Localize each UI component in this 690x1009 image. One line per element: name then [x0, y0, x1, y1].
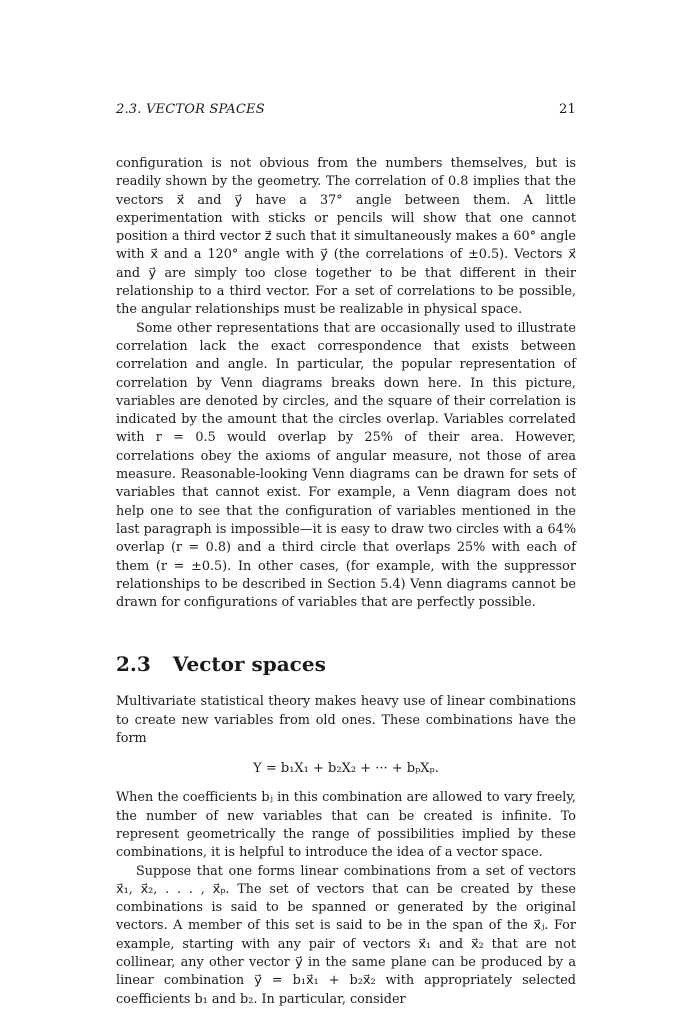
- paragraph-span: Suppose that one forms linear combinations from a set of vectors x⃗₁, x⃗₂, . . . , x⃗ₚ. The set of vectors that can be created by these combinations is said to be spanned or generated by the original vectors. A member of this set is said to be in the span of the x⃗ⱼ. For example, starting with any pair of vectors x⃗₁ and x⃗₂ that are not collinear, any other vector y⃗ in the same plane can be produced by a linear combination y⃗ = b₁x⃗₁ + b₂x⃗₂ with appropriately selected coefficients b₁ and b₂. In particular, consider: [116, 863, 576, 1007]
- paragraph-intro: Multivariate statistical theory makes heavy use of linear combinations to create new variables from old ones. These combinations have the form: [116, 694, 576, 747]
- section-heading: [116, 652, 576, 676]
- paragraph-coefficients: When the coefficients bⱼ in this combination are allowed to vary freely, the number of new variables that can be created is infinite. To represent geometrically the range of possibilities implied by these combinations, it is helpful to introduce the idea of a vector space.: [116, 790, 576, 861]
- running-header: [116, 102, 576, 117]
- linear-combination-equation: Y = b₁X₁ + b₂X₂ + ··· + bₚXₚ.: [253, 761, 439, 777]
- book-page: [116, 102, 576, 1009]
- paragraph-continuation: configuration is not obvious from the numbers themselves, but is readily shown by the geometry. The correlation of 0.8 implies that the vectors x⃗ and y⃗ have a 37° angle between them. A little experimentation with sticks or pencils will show that one cannot position a third vector z⃗ such that it simultaneously makes a 60° angle with x⃗ and a 120° angle with y⃗ (the correlations of ±0.5). Vectors x⃗ and y⃗ are simply too close together to be that different in their relationship to a third vector. For a set of correlations to be possible, the angular relationships must be realizable in physical space.: [116, 156, 576, 318]
- body-text: [116, 155, 576, 1009]
- page-number: 21: [559, 102, 576, 117]
- paragraph-venn-diagrams: Some other representations that are occasionally used to illustrate correlation lack the exact correspondence that exists between correlation and angle. In particular, the popular representation of correlation by Venn diagrams breaks down here. In this picture, variables are denoted by circles, and the square of their correlation is indicated by the amount that the circles overlap. Variables correlated with r = 0.5 would overlap by 25% of their area. However, correlations obey the axioms of angular measure, not those of area measure. Reasonable-looking Venn diagrams can be drawn for sets of variables that cannot exist. For example, a Venn diagram does not help one to see that the configuration of variables mentioned in the last paragraph is impossible—it is easy to draw two circles with a 64% overlap (r = 0.8) and a third circle that overlaps 25% with each of them (r = ±0.5). In other cases, (for example, with the suppressor relationships to be described in Section 5.4) Venn diagrams cannot be drawn for configurations of variables that are perfectly possible.: [116, 320, 576, 611]
- running-header-section: 2.3. VECTOR SPACES: [116, 102, 265, 117]
- section-title: Vector spaces: [172, 652, 326, 677]
- section-number: 2.3: [116, 652, 151, 677]
